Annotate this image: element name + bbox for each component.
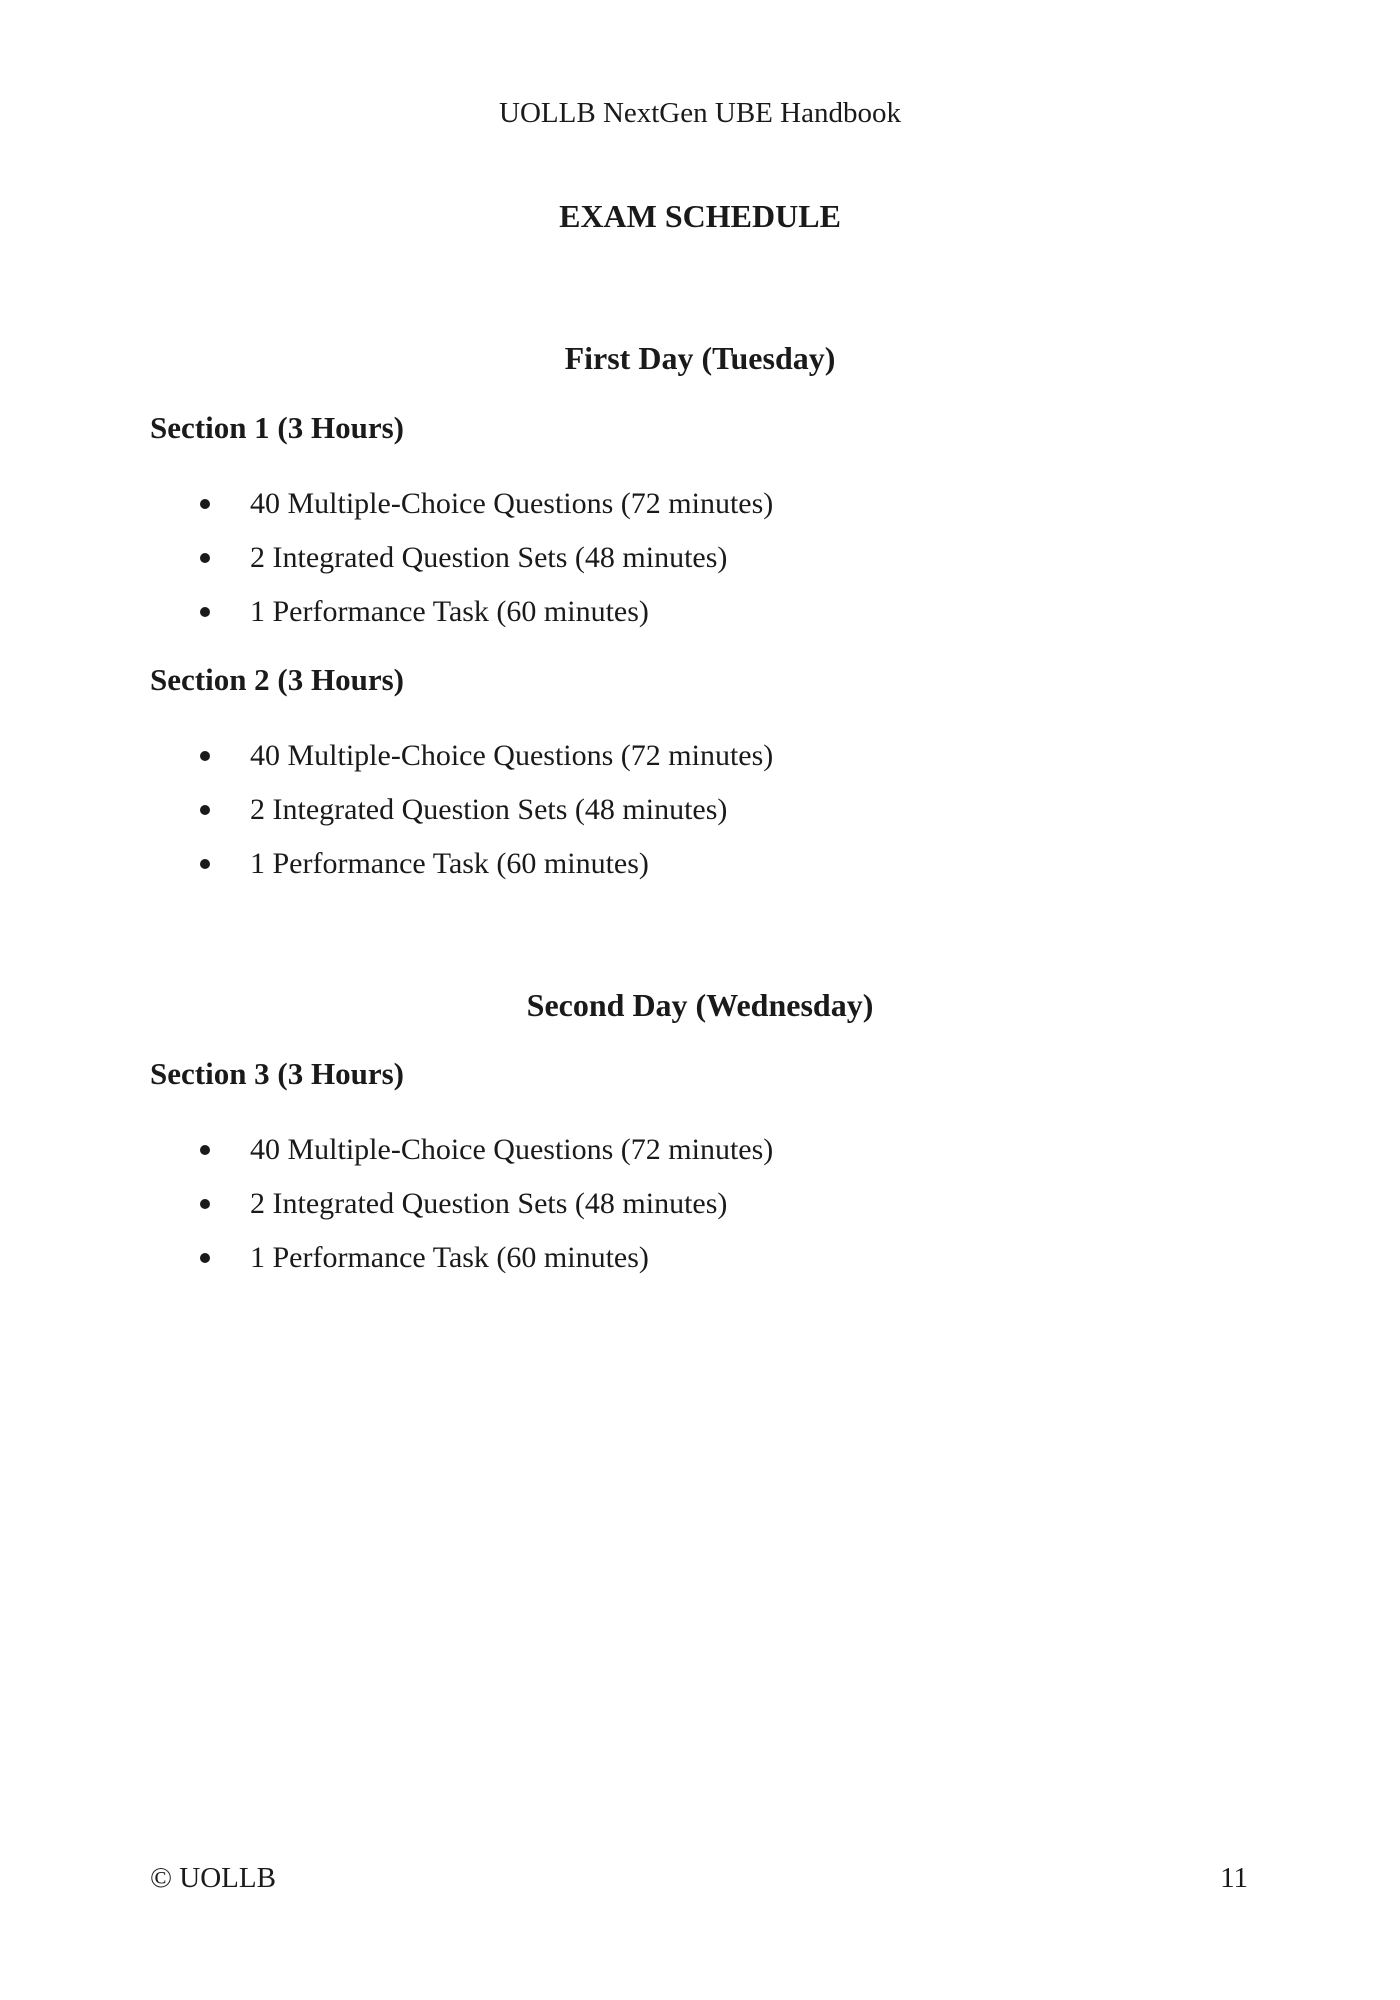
list-item	[150, 1238, 773, 1292]
list-item	[150, 592, 773, 646]
section-2-list	[150, 736, 773, 898]
bullet-icon	[200, 553, 210, 563]
list-item	[150, 484, 773, 538]
list-item-text: 40 Multiple-Choice Questions (72 minutes)	[250, 487, 774, 520]
day-heading-first: First Day (Tuesday)	[564, 340, 836, 376]
list-item	[150, 844, 773, 898]
list-item	[150, 538, 773, 592]
list-item-text: 2 Integrated Question Sets (48 minutes)	[250, 541, 728, 574]
bullet-icon	[200, 607, 210, 617]
list-item-text: 1 Performance Task (60 minutes)	[250, 1241, 649, 1274]
footer-copyright: © UOLLB	[150, 1862, 276, 1894]
running-header: UOLLB NextGen UBE Handbook	[499, 97, 901, 129]
list-item-text: 1 Performance Task (60 minutes)	[250, 847, 649, 880]
list-item-text: 2 Integrated Question Sets (48 minutes)	[250, 1187, 728, 1220]
bullet-icon	[200, 1199, 210, 1209]
day-heading-second: Second Day (Wednesday)	[526, 987, 874, 1023]
list-item	[150, 736, 773, 790]
section-heading-3: Section 3 (3 Hours)	[150, 1056, 405, 1091]
section-3-list	[150, 1130, 773, 1292]
list-item	[150, 1130, 773, 1184]
list-item-text: 40 Multiple-Choice Questions (72 minutes)	[250, 1133, 774, 1166]
section-1-list	[150, 484, 773, 646]
page-number: 11	[1220, 1862, 1248, 1894]
list-item-text: 2 Integrated Question Sets (48 minutes)	[250, 793, 728, 826]
bullet-icon	[200, 805, 210, 815]
bullet-icon	[200, 499, 210, 509]
bullet-icon	[200, 1145, 210, 1155]
bullet-icon	[200, 751, 210, 761]
list-item-text: 40 Multiple-Choice Questions (72 minutes)	[250, 739, 774, 772]
section-heading-2: Section 2 (3 Hours)	[150, 662, 405, 697]
list-item	[150, 1184, 773, 1238]
bullet-icon	[200, 1253, 210, 1263]
page-title: EXAM SCHEDULE	[559, 198, 841, 234]
list-item-text: 1 Performance Task (60 minutes)	[250, 595, 649, 628]
section-heading-1: Section 1 (3 Hours)	[150, 410, 405, 445]
bullet-icon	[200, 859, 210, 869]
list-item	[150, 790, 773, 844]
